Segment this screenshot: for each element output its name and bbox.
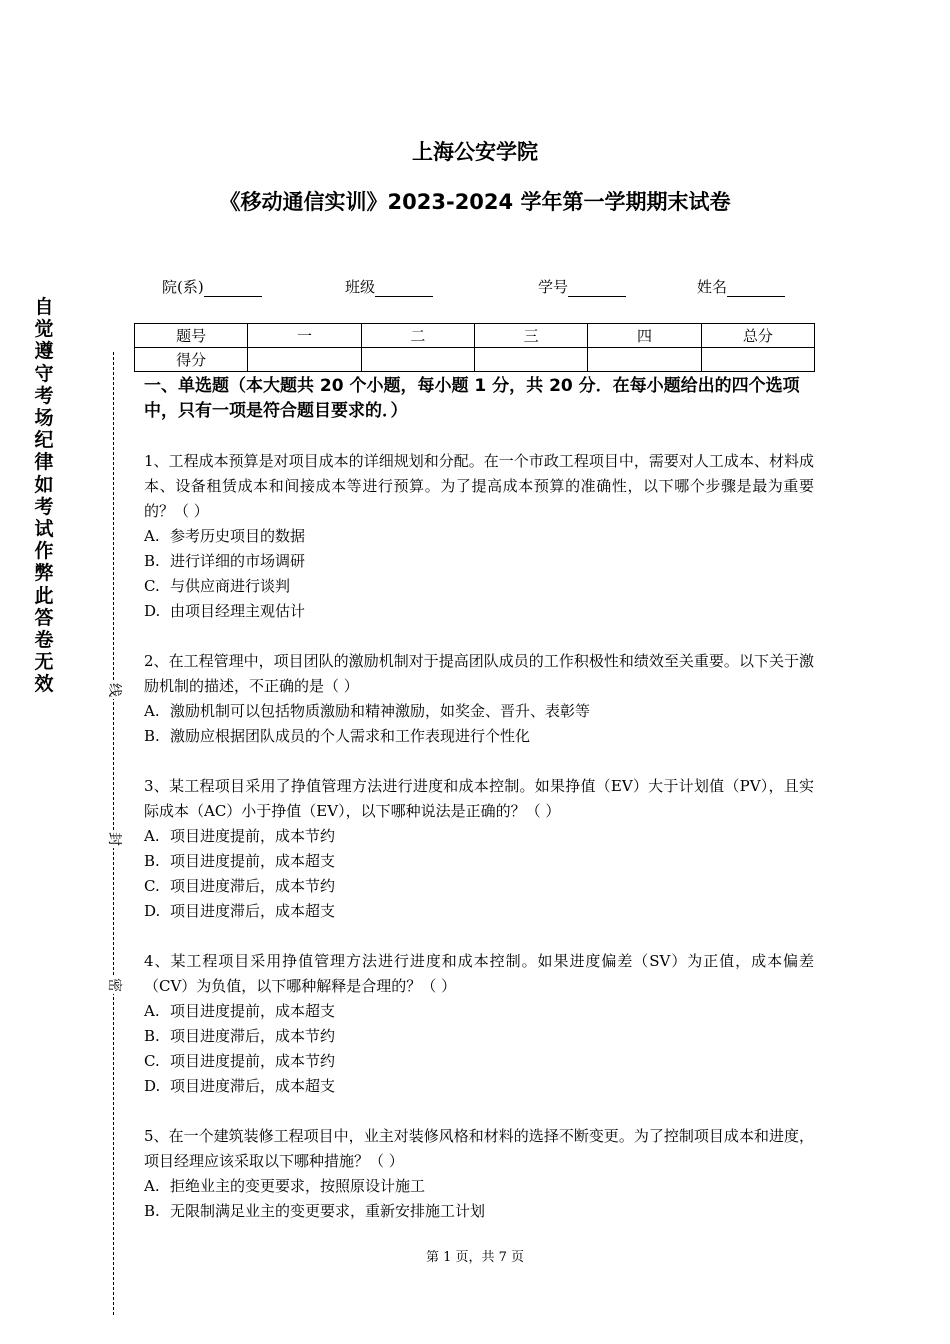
student-id-label: 学号: [538, 278, 569, 296]
question-option: [144, 999, 814, 1024]
seal-char-secret: 密: [106, 978, 122, 992]
department-blank: [204, 279, 262, 297]
option-letter: D.: [144, 1077, 161, 1095]
question-option: [144, 899, 814, 924]
exam-content: [144, 374, 814, 1224]
option-text: 无限制满足业主的变更要求，重新安排施工计划: [170, 1202, 486, 1220]
score-row-label: 得分: [135, 348, 248, 372]
header-cell: 一: [248, 324, 361, 348]
header-cell: 总分: [701, 324, 814, 348]
question-option: [144, 699, 814, 724]
question-stem: 3、某工程项目采用了挣值管理方法进行进度和成本控制。如果挣值（EV）大于计划值（PV），且实际成本（AC）小于挣值（EV），以下哪种说法是正确的？（ ）: [144, 777, 814, 820]
option-letter: C.: [144, 577, 160, 595]
question-option: [144, 874, 814, 899]
question-stem: 4、某工程项目采用挣值管理方法进行进度和成本控制。如果进度偏差（SV）为正值，成本偏差（CV）为负值，以下哪种解释是合理的？（ ）: [144, 952, 814, 995]
question-option: [144, 824, 814, 849]
student-id-blank: [568, 279, 626, 297]
option-text: 进行详细的市场调研: [170, 552, 306, 570]
seal-char-line: 线: [106, 683, 122, 697]
option-text: 与供应商进行谈判: [170, 577, 291, 595]
question-option: [144, 1199, 814, 1224]
option-text: 项目进度滞后，成本节约: [170, 1027, 336, 1045]
question-stem: 1、工程成本预算是对项目成本的详细规划和分配。在一个市政工程项目中，需要对人工成本、材料成本、设备租赁成本和间接成本等进行预算。为了提高成本预算的准确性，以下哪个步骤是最为重要的？（ ）: [144, 452, 814, 520]
option-letter: B.: [144, 552, 160, 570]
option-text: 拒绝业主的变更要求，按照原设计施工: [170, 1177, 426, 1195]
question-option: [144, 849, 814, 874]
score-cell: [701, 348, 814, 372]
question: [144, 1124, 814, 1224]
question: [144, 449, 814, 624]
name-field: [697, 276, 785, 297]
option-text: 项目进度提前，成本超支: [170, 1002, 336, 1020]
question-option: [144, 724, 814, 749]
section-heading: 一、单选题（本大题共 20 个小题，每小题 1 分，共 20 分．在每小题给出的四个选项中，只有一项是符合题目要求的．）: [144, 376, 800, 421]
option-text: 项目进度滞后，成本超支: [170, 1077, 336, 1095]
question-option: [144, 549, 814, 574]
header-cell: 四: [588, 324, 701, 348]
score-cell: [588, 348, 701, 372]
class-label: 班级: [345, 278, 376, 296]
option-letter: D.: [144, 602, 161, 620]
side-warning: 自觉遵守考场纪律如考试作弊此答卷无效: [34, 296, 54, 696]
question: [144, 949, 814, 1099]
option-letter: B.: [144, 1027, 160, 1045]
student-id-field: [538, 276, 626, 297]
option-text: 项目进度提前，成本节约: [170, 827, 336, 845]
option-text: 由项目经理主观估计: [170, 602, 306, 620]
score-table-header-row: [135, 324, 815, 348]
department-field: [162, 276, 262, 297]
score-table: [134, 323, 815, 372]
header-cell: 题号: [135, 324, 248, 348]
question-option: [144, 1049, 814, 1074]
question: [144, 774, 814, 924]
option-letter: C.: [144, 877, 160, 895]
question: [144, 649, 814, 749]
option-letter: A.: [144, 1002, 160, 1020]
name-blank: [727, 279, 785, 297]
name-label: 姓名: [697, 278, 728, 296]
exam-title: 《移动通信实训》2023-2024 学年第一学期期末试卷: [219, 190, 731, 214]
score-cell: [474, 348, 587, 372]
seal-char-seal: 封: [106, 832, 122, 846]
option-text: 激励应根据团队成员的个人需求和工作表现进行个性化: [170, 727, 531, 745]
question-option: [144, 1174, 814, 1199]
department-label: 院(系): [162, 278, 204, 296]
option-text: 项目进度滞后，成本超支: [170, 902, 336, 920]
option-letter: A.: [144, 1177, 160, 1195]
question-option: [144, 574, 814, 599]
option-text: 激励机制可以包括物质激励和精神激励，如奖金、晋升、表彰等: [170, 702, 591, 720]
option-letter: A.: [144, 527, 160, 545]
class-blank: [375, 279, 433, 297]
option-text: 参考历史项目的数据: [170, 527, 306, 545]
header-cell: 三: [474, 324, 587, 348]
option-letter: A.: [144, 827, 160, 845]
score-table-score-row: [135, 348, 815, 372]
question-option: [144, 599, 814, 624]
header-cell: 二: [361, 324, 474, 348]
option-letter: B.: [144, 1202, 160, 1220]
score-cell: [248, 348, 361, 372]
question-stem: 2、在工程管理中，项目团队的激励机制对于提高团队成员的工作积极性和绩效至关重要。以下关于激励机制的描述，不正确的是（ ）: [144, 652, 814, 695]
option-letter: D.: [144, 902, 161, 920]
option-letter: C.: [144, 1052, 160, 1070]
option-letter: B.: [144, 852, 160, 870]
score-cell: [361, 348, 474, 372]
option-text: 项目进度滞后，成本节约: [170, 877, 336, 895]
question-option: [144, 1074, 814, 1099]
school-name: 上海公安学院: [412, 140, 538, 164]
option-letter: A.: [144, 702, 160, 720]
option-text: 项目进度提前，成本节约: [170, 1052, 336, 1070]
question-stem: 5、在一个建筑装修工程项目中，业主对装修风格和材料的选择不断变更。为了控制项目成本和进度，项目经理应该采取以下哪种措施？（ ）: [144, 1127, 814, 1170]
page-number: 第 1 页，共 7 页: [425, 1250, 525, 1265]
question-option: [144, 524, 814, 549]
option-text: 项目进度提前，成本超支: [170, 852, 336, 870]
option-letter: B.: [144, 727, 160, 745]
question-option: [144, 1024, 814, 1049]
class-field: [345, 276, 433, 297]
